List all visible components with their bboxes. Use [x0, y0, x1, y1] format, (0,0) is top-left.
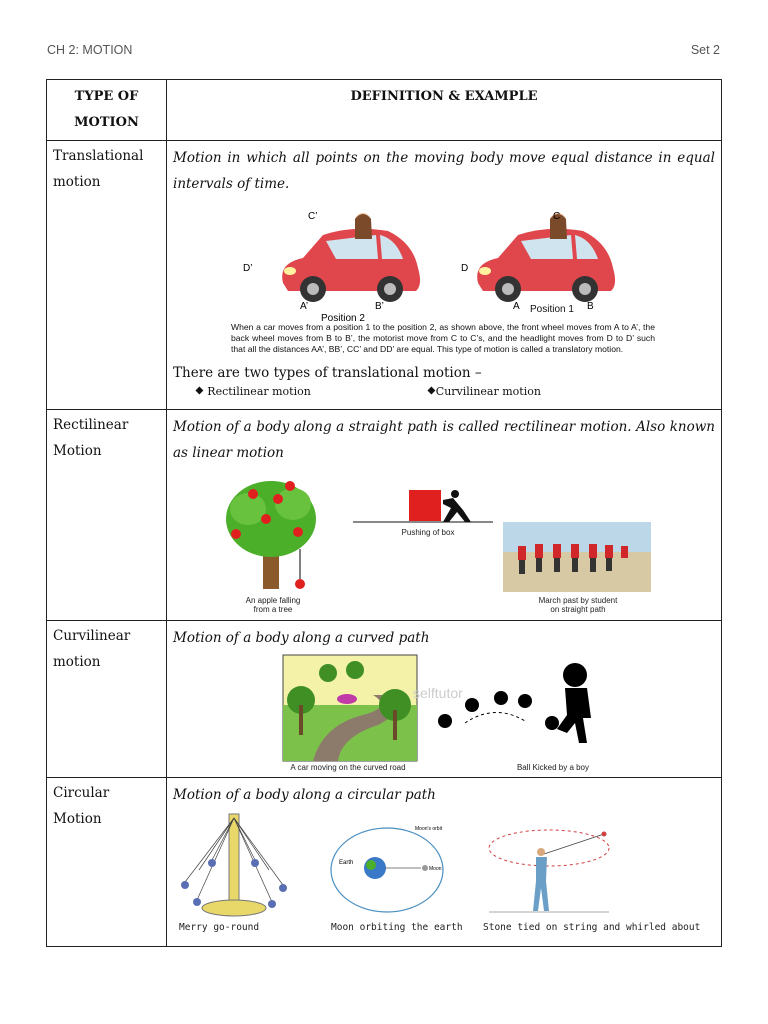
- type-label-line1: Circular Motion: [53, 785, 110, 827]
- type-cell: [47, 410, 167, 621]
- motion-table: [46, 79, 722, 947]
- apple-tree-image: [218, 474, 328, 599]
- type-cell: [47, 621, 167, 778]
- bullet-rectilinear: ⯁ Rectilinear motion: [195, 385, 311, 398]
- table-row-circular: [47, 778, 722, 947]
- table-row-translational: [47, 141, 722, 410]
- definition-cell: [167, 621, 722, 778]
- curved-road-image: [283, 655, 417, 761]
- ball-caption: Ball Kicked by a boy: [516, 763, 590, 772]
- moon-label: Moon: [429, 866, 442, 872]
- figure-caption: When a car moves from a position 1 to the position 2, as shown above, the front wheel moves from A to A’, the back wheel moves from B to B’, the motorist move from C to C’s, and the headlight moves from D to D’ such that all the distances AA’, BB’, CC’ and DD’ are equal. This type of motion is called a translatory motion.: [231, 322, 655, 354]
- definition-cell: [167, 778, 722, 947]
- label-a: A: [513, 301, 520, 312]
- road-caption: A car moving on the curved road: [290, 763, 406, 772]
- translational-cars-figure: [223, 201, 763, 324]
- watermark-text: selftutor: [413, 685, 463, 701]
- box-caption: Pushing of box: [401, 528, 455, 537]
- chapter-header: CH 2: MOTION: [47, 43, 133, 57]
- type-header-line2: MOTION: [74, 115, 139, 130]
- type-header: [47, 80, 167, 141]
- definition-text: Motion of a body along a circular path: [173, 787, 436, 803]
- definition-cell: [167, 141, 722, 410]
- type-cell: [47, 141, 167, 410]
- type-label-line2: Motion: [53, 443, 102, 459]
- label-d-prime: D’: [243, 263, 253, 274]
- earth-label: Earth: [339, 860, 354, 866]
- definition-header: DEFINITION & EXAMPLE: [167, 80, 722, 141]
- bullet-curvilinear: ⯁Curvilinear motion: [427, 385, 541, 398]
- merry-go-round-image: [177, 810, 297, 920]
- definition-text: Motion of a body along a curved path: [173, 630, 430, 646]
- apple-caption-line1: An apple falling: [245, 596, 301, 605]
- label-d: D: [461, 263, 469, 274]
- curvilinear-figures: [173, 651, 715, 773]
- type-header-line1: TYPE OF: [74, 89, 139, 104]
- position-2-label: Position 2: [321, 313, 365, 324]
- type-label-line1: Translational: [53, 148, 144, 164]
- apple-caption-line2: from a tree: [253, 605, 293, 614]
- march-caption: [523, 596, 633, 614]
- set-label: Set 2: [690, 43, 720, 57]
- type-label-line2: motion: [53, 654, 101, 670]
- pushing-box-image: [353, 486, 493, 526]
- label-b: B: [587, 301, 594, 312]
- label-b-prime: B’: [375, 301, 384, 312]
- definition-text: Motion in which all points on the moving body move equal distance in equal intervals of time.: [173, 150, 715, 192]
- type-label-line2: motion: [53, 174, 101, 190]
- type-label-line1: Rectilinear: [53, 417, 129, 433]
- label-c: C: [553, 211, 561, 222]
- orbit-label: Moon's orbit: [415, 826, 443, 832]
- definition-text: Motion of a body along a straight path is called rectilinear motion. Also known as linear motion: [173, 419, 715, 461]
- march-caption-line1: March past by student: [538, 596, 618, 605]
- moon-orbit-image: [325, 818, 455, 918]
- march-caption-line2: on straight path: [550, 605, 606, 614]
- merry-caption: Merry go-round: [179, 922, 260, 933]
- types-intro: There are two types of translational motion –: [173, 365, 482, 381]
- moon-caption: Moon orbiting the earth: [331, 922, 463, 933]
- definition-cell: [167, 410, 722, 621]
- stone-whirl-image: [489, 826, 629, 916]
- car-position-1: [477, 213, 615, 302]
- kicked-ball-image: [435, 663, 605, 753]
- march-past-image: [503, 522, 651, 592]
- car-position-2: [282, 213, 420, 302]
- table-row-curvilinear: [47, 621, 722, 778]
- type-cell: [47, 778, 167, 947]
- stone-caption: Stone tied on string and whirled about: [483, 922, 701, 933]
- label-c-prime: C’: [308, 211, 318, 222]
- position-1-label: Position 1: [530, 304, 574, 315]
- circular-figures: [173, 808, 715, 942]
- rectilinear-figures: [173, 466, 715, 616]
- apple-caption: [228, 596, 318, 614]
- type-label-line1: Curvilinear: [53, 628, 131, 644]
- table-header-row: [47, 80, 722, 141]
- label-a-prime: A’: [300, 301, 309, 312]
- table-row-rectilinear: [47, 410, 722, 621]
- bullet-list: [173, 385, 715, 399]
